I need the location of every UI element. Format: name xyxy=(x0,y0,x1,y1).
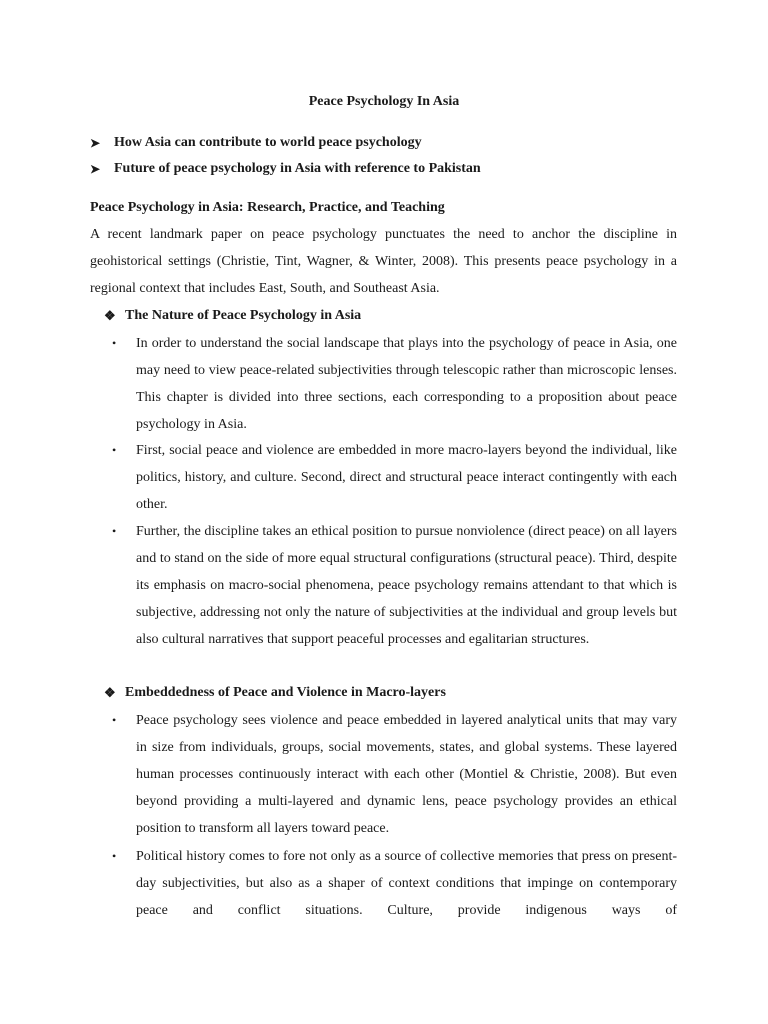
arrow-item-text: Future of peace psychology in Asia with reference to Pakistan xyxy=(114,161,481,176)
bullet-dot-icon: • xyxy=(112,524,117,538)
list-item xyxy=(112,843,677,924)
subsection-heading-text: The Nature of Peace Psychology in Asia xyxy=(125,308,362,323)
subsection-heading-nature xyxy=(104,307,361,325)
list-item-text: First, social peace and violence are embedded in more macro-layers beyond the individual, like politics, history, and culture. Second, direct and structural peace interact contingently with each other. xyxy=(136,443,677,512)
page-title: Peace Psychology In Asia xyxy=(308,94,460,109)
list-item xyxy=(112,437,677,518)
arrow-bullet-icon: ➤ xyxy=(90,162,101,176)
bullet-dot-icon: • xyxy=(112,336,117,350)
arrow-list-item xyxy=(90,134,422,152)
list-item-text: Political history comes to fore not only as a source of collective memories that press on present-day subjectivities, but also as a shaper of context conditions that impinge on contemporary peace and conflict situations. Culture, provide indigenous ways of xyxy=(136,849,677,918)
list-item-text: Peace psychology sees violence and peace embedded in layered analytical units that may vary in size from individuals, groups, social movements, states, and global systems. These layered human processes continuously interact with each other (Montiel & Christie, 2008). But even beyond providing a multi-layered and dynamic lens, peace psychology provides an ethical position to transform all layers toward peace. xyxy=(136,713,677,836)
list-item xyxy=(112,518,677,653)
list-item xyxy=(112,330,677,438)
list-item xyxy=(112,707,677,842)
list-item-text: In order to understand the social landscape that plays into the psychology of peace in Asia, one may need to view peace-related subjectivities through telescopic rather than microscopic lenses. This chapter is divided into three sections, each corresponding to a proposition about peace psychology in Asia. xyxy=(136,336,677,432)
diamond-bullet-icon: ❖ xyxy=(104,308,116,323)
bullet-dot-icon: • xyxy=(112,713,117,727)
diamond-bullet-icon: ❖ xyxy=(104,685,116,700)
list-item-text: Further, the discipline takes an ethical position to pursue nonviolence (direct peace) on all layers and to stand on the side of more equal structural configurations (structural peace). Third, despite its emphasis on macro-social phenomena, peace psychology remains attendant to that which is subjective, addressing not only the nature of subjectivities at the individual and group levels but also cultural narratives that support peaceful processes and egalitarian structures. xyxy=(136,524,677,647)
arrow-item-text: How Asia can contribute to world peace psychology xyxy=(114,135,422,150)
arrow-list-item xyxy=(90,160,481,178)
section-heading: Peace Psychology in Asia: Research, Practice, and Teaching xyxy=(90,200,445,215)
subsection-heading-embeddedness xyxy=(104,684,446,702)
subsection-heading-text: Embeddedness of Peace and Violence in Macro-layers xyxy=(125,685,446,700)
arrow-bullet-icon: ➤ xyxy=(90,136,101,150)
intro-paragraph: A recent landmark paper on peace psychology punctuates the need to anchor the discipline in geohistorical settings (Christie, Tint, Wagner, & Winter, 2008). This presents peace psychology in a regional context that includes East, South, and Southeast Asia. xyxy=(90,227,677,296)
bullet-dot-icon: • xyxy=(112,443,117,457)
bullet-dot-icon: • xyxy=(112,849,117,863)
